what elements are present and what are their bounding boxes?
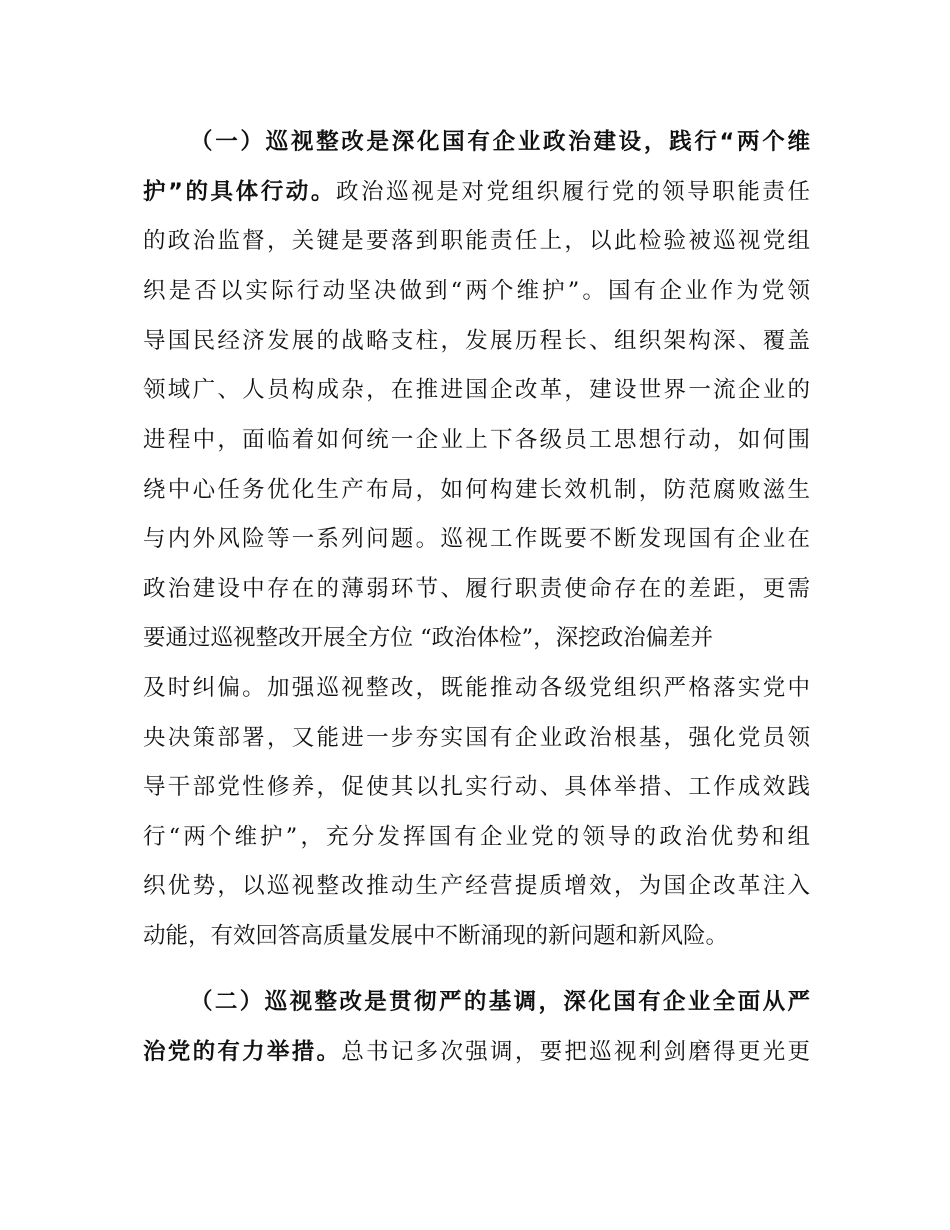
paragraph-line: 导干部党性修养，促使其以扎实行动、具体举措、工作成效践	[143, 774, 810, 800]
paragraph-line: 政治建设中存在的薄弱环节、履行职责使命存在的差距，更需	[143, 576, 810, 602]
section1-line2	[143, 175, 810, 209]
paragraph-line: 行“两个维护”，充分发挥国有企业党的领导的政治优势和组	[143, 824, 810, 850]
section1-line2-text: 政治巡视是对党组织履行党的领导职能责任	[335, 179, 810, 205]
paragraph-line: 与内外风险等一系列问题。巡视工作既要不断发现国有企业在	[143, 526, 810, 552]
paragraph-line: 织优势，以巡视整改推动生产经营提质增效，为国企改革注入	[143, 873, 810, 899]
paragraph-line: 领域广、人员构成杂，在推进国企改革，建设世界一流企业的	[143, 377, 810, 403]
paragraph-line: 进程中，面临着如何统一企业上下各级员工思想行动，如何围	[143, 427, 810, 453]
paragraph-line: 央决策部署，又能进一步夯实国有企业政治根基，强化党员领	[143, 725, 810, 751]
section2-heading-line2: 治党的有力举措。	[143, 1039, 342, 1065]
section2-heading-line1: （二）巡视整改是贯彻严的基调，深化国有企业全面从严	[190, 989, 810, 1015]
paragraph-line: 及时纠偏。加强巡视整改，既能推动各级党组织严格落实党中	[143, 675, 810, 701]
paragraph-line: 要通过巡视整改开展全方位 “政治体检”，深挖政治偏差并	[143, 625, 714, 651]
section1-heading-line1: （一）巡视整改是深化国有企业政治建设，践行“两个维	[190, 129, 810, 155]
paragraph-line: 织是否以实际行动坚决做到“两个维护”。国有企业作为党领	[143, 278, 810, 304]
paragraph-line: 的政治监督，关键是要落到职能责任上，以此检验被巡视党组	[143, 228, 810, 254]
section1-heading-line2: 护”的具体行动。	[143, 179, 336, 205]
section2-line2	[143, 1035, 810, 1069]
section2-line2-text: 总书记多次强调，要把巡视利剑磨得更光更	[341, 1039, 810, 1065]
paragraph-line: 导国民经济发展的战略支柱，发展历程长、组织架构深、覆盖	[143, 328, 810, 354]
paragraph-line: 动能，有效回答高质量发展中不断涌现的新问题和新风险。	[143, 923, 729, 949]
paragraph-line: 绕中心任务优化生产布局，如何构建长效机制，防范腐败滋生	[143, 477, 810, 503]
